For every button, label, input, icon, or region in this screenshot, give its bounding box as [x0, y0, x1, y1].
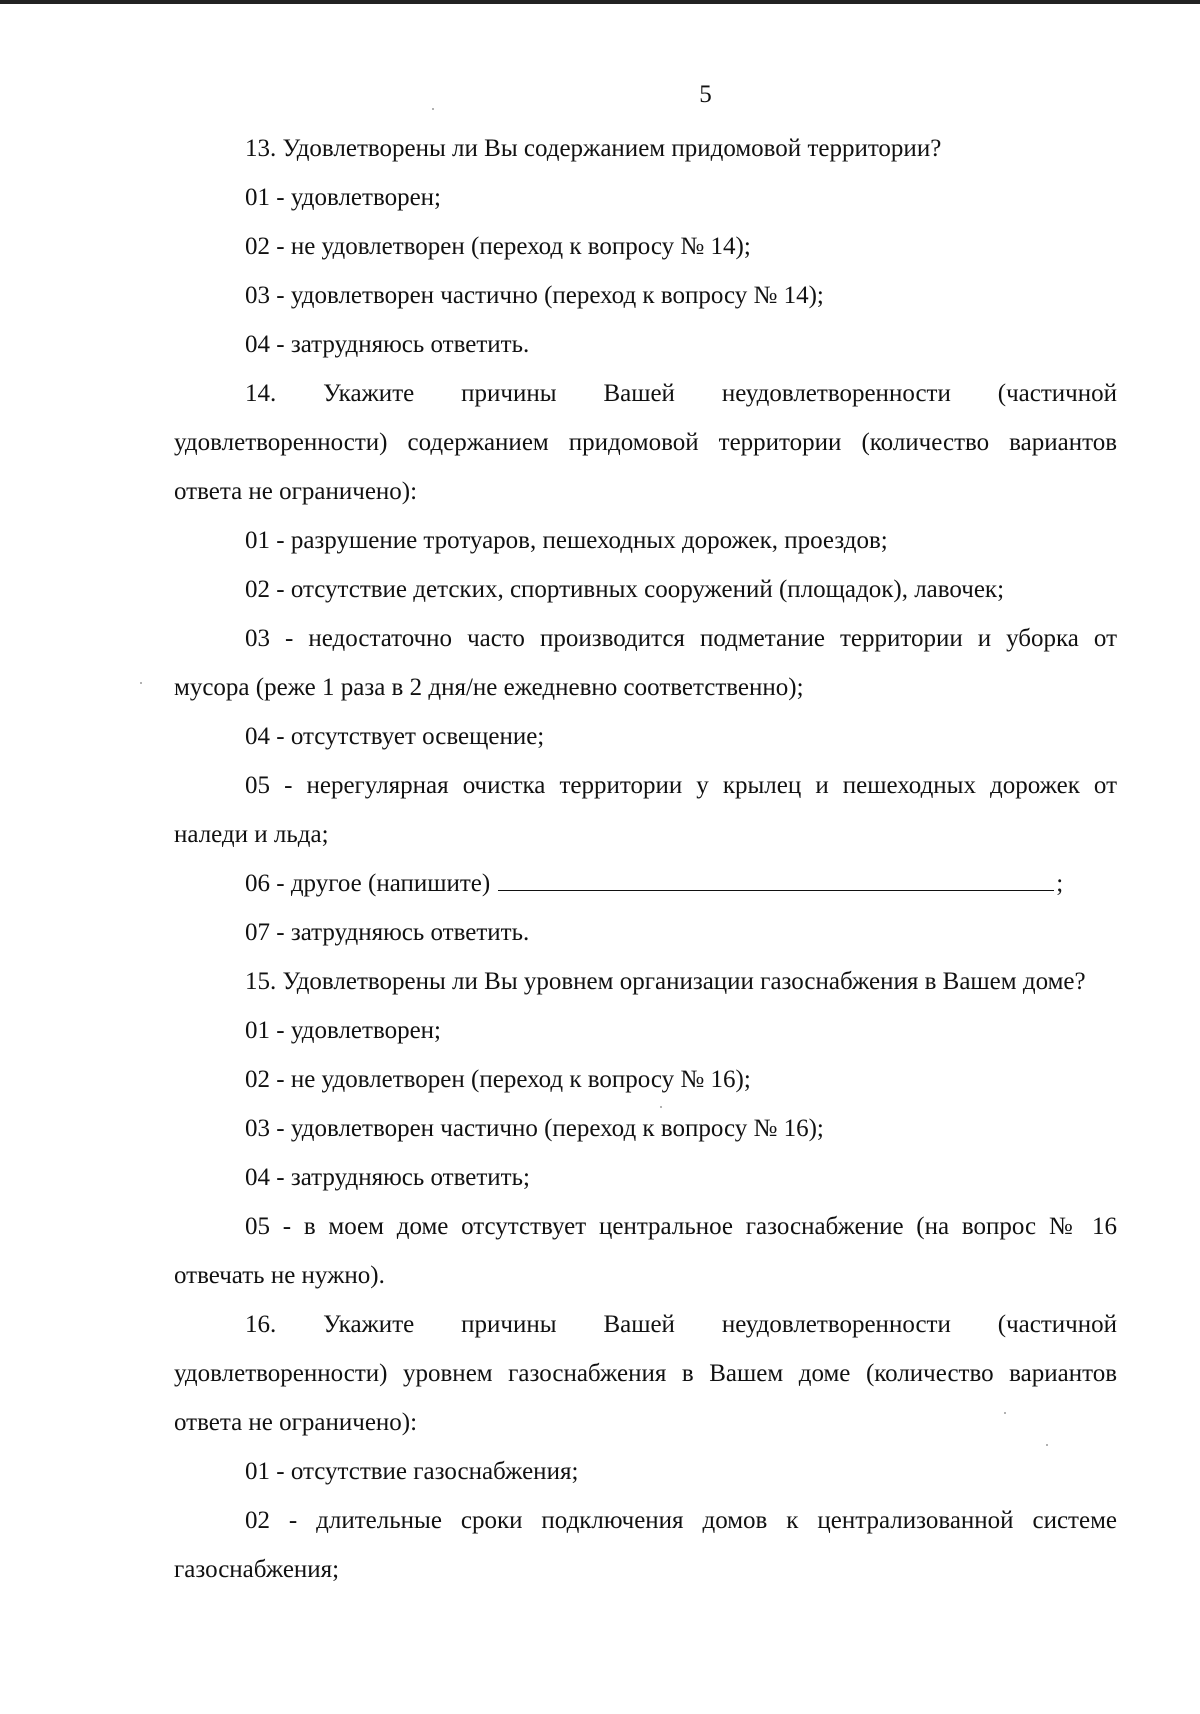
question-16: 16. Укажите причины Вашей неудовлетворенности (частичной удовлетворенности) уровнем газоснабжения в Вашем доме (количество вариантов ответа не ограничено): — [174, 1311, 1117, 1436]
write-in-blank-line — [498, 868, 1054, 891]
q14-option-06-label: 06 - другое (напишите) — [245, 870, 491, 897]
page-number: 5 — [699, 81, 712, 108]
q14-option-05: 05 - нерегулярная очистка территории у крылец и пешеходных дорожек от наледи и льда; — [174, 772, 1117, 848]
scan-top-border — [0, 0, 1200, 4]
write-in-blank-end: ; — [1056, 870, 1064, 897]
q16-option-01: 01 - отсутствие газоснабжения; — [245, 1458, 579, 1485]
q15-option-04: 04 - затрудняюсь ответить; — [245, 1164, 530, 1191]
q14-option-02: 02 - отсутствие детских, спортивных сооружений (площадок), лавочек; — [245, 576, 1005, 603]
q14-option-07: 07 - затрудняюсь ответить. — [245, 919, 530, 946]
document-page — [174, 80, 1117, 1594]
scan-speck — [1046, 1444, 1048, 1446]
scan-speck — [1004, 1412, 1006, 1414]
q15-option-01: 01 - удовлетворен; — [245, 1017, 441, 1044]
question-14: 14. Укажите причины Вашей неудовлетворенности (частичной удовлетворенности) содержанием придомовой территории (количество вариантов ответа не ограничено): — [174, 380, 1117, 505]
q13-option-03: 03 - удовлетворен частично (переход к вопросу № 14); — [245, 282, 824, 309]
q13-option-04: 04 - затрудняюсь ответить. — [245, 331, 530, 358]
q13-option-02: 02 - не удовлетворен (переход к вопросу № 14); — [245, 233, 751, 260]
scan-speck — [660, 1106, 662, 1108]
q15-option-02: 02 - не удовлетворен (переход к вопросу № 16); — [245, 1066, 751, 1093]
q15-option-05: 05 - в моем доме отсутствует центральное газоснабжение (на вопрос № 16 отвечать не нужно). — [174, 1213, 1117, 1289]
scan-speck — [432, 108, 434, 110]
scan-speck — [140, 682, 142, 684]
q13-option-01: 01 - удовлетворен; — [245, 184, 441, 211]
q16-option-02: 02 - длительные сроки подключения домов к централизованной системе газоснабжения; — [174, 1507, 1117, 1583]
q15-option-03: 03 - удовлетворен частично (переход к вопросу № 16); — [245, 1115, 824, 1142]
question-15: 15. Удовлетворены ли Вы уровнем организации газоснабжения в Вашем доме? — [245, 968, 1086, 995]
question-13: 13. Удовлетворены ли Вы содержанием придомовой территории? — [245, 135, 942, 162]
q14-option-01: 01 - разрушение тротуаров, пешеходных дорожек, проездов; — [245, 527, 888, 554]
q14-option-04: 04 - отсутствует освещение; — [245, 723, 545, 750]
q14-option-03: 03 - недостаточно часто производится подметание территории и уборка от мусора (реже 1 раза в 2 дня/не ежедневно соответственно); — [174, 625, 1117, 701]
q14-option-06 — [174, 859, 1117, 908]
